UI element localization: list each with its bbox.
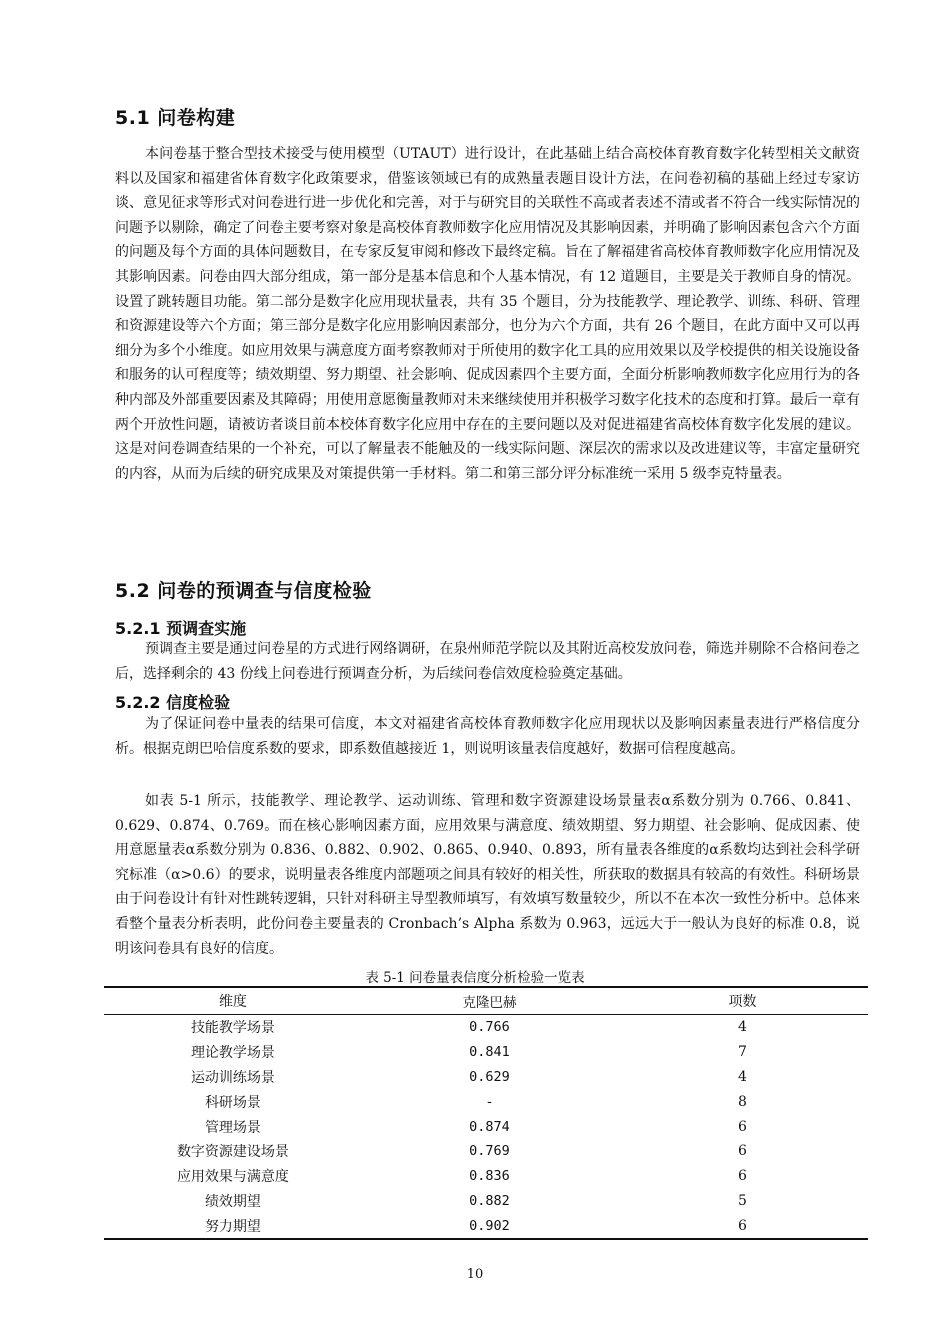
reliability-table — [104, 986, 868, 1240]
cell-alpha: 0.769 — [469, 1143, 510, 1160]
cell-items: 7 — [738, 1044, 747, 1061]
cell-dimension: 技能教学场景 — [190, 1020, 275, 1037]
cell-alpha: 0.902 — [362, 1213, 617, 1239]
cell-alpha: 0.841 — [469, 1044, 510, 1061]
cell-items: 8 — [738, 1093, 747, 1110]
section-5-1-heading: 5.1 问卷构建 — [115, 107, 236, 129]
table-row — [104, 1213, 868, 1239]
section-5-2-1-paragraph: 预调查主要是通过问卷星的方式进行网络调研，在泉州师范学院以及其附近高校发放问卷，筛选并剔除不合格问卷之后，选择剩余的 43 份线上问卷进行预调查分析，为后续问卷信效度检验奠定基础。 — [115, 641, 860, 682]
table-row — [104, 1065, 868, 1090]
table-row — [104, 1139, 868, 1164]
cell-dimension: 数字资源建设场景 — [176, 1144, 289, 1161]
table-row — [104, 1089, 868, 1114]
cell-alpha: 0.874 — [469, 1118, 510, 1135]
cell-dimension: 努力期望 — [104, 1213, 362, 1239]
cell-dimension: 理论教学场景 — [190, 1045, 275, 1062]
cell-items: 4 — [738, 1019, 747, 1036]
cell-items: 6 — [617, 1213, 868, 1239]
cell-alpha: 0.766 — [469, 1019, 510, 1036]
cell-alpha: 0.836 — [469, 1168, 510, 1185]
table-row — [104, 1015, 868, 1040]
cell-dimension: 应用效果与满意度 — [176, 1169, 289, 1186]
table-caption: 表 5-1 问卷量表信度分析检验一览表 — [365, 970, 585, 986]
cell-alpha: - — [485, 1093, 494, 1110]
header-item-count: 项数 — [617, 987, 868, 1015]
cell-items: 6 — [738, 1168, 747, 1185]
table-row — [104, 1189, 868, 1214]
table-row — [104, 1164, 868, 1189]
section-5-2-1-heading: 5.2.1 预调查实施 — [115, 619, 247, 638]
section-5-2-2-heading: 5.2.2 信度检验 — [115, 693, 231, 712]
cell-alpha: 0.882 — [469, 1192, 510, 1209]
cell-dimension: 运动训练场景 — [190, 1069, 275, 1086]
section-5-2-2-paragraph-1: 为了保证问卷中量表的结果可信度，本文对福建省高校体育教师数字化应用现状以及影响因素量表进行严格信度分析。根据克朗巴哈信度系数的要求，即系数值越接近 1，则说明该量表信度越好，数据可信程度越高。 — [115, 716, 860, 757]
cell-items: 6 — [738, 1118, 747, 1135]
cell-items: 4 — [738, 1068, 747, 1085]
table-row — [104, 1040, 868, 1065]
cell-dimension: 绩效期望 — [204, 1193, 261, 1210]
cell-items: 5 — [738, 1192, 747, 1209]
section-5-1-paragraph: 本问卷基于整合型技术接受与使用模型（UTAUT）进行设计，在此基础上结合高校体育教育数字化转型相关文献资料以及国家和福建省体育数字化政策要求，借鉴该领域已有的成熟量表题目设计方法，在问卷初稿的基础上经过专家访谈、意见征求等形式对问卷进行进一步优化和完善，对于与研究目的关联性不高或者表述不清或者不符合一线实际情况的问题予以剔除，确定了问卷主要考察对象是高校体育教师数字化应用情况及其影响因素，并明确了影响因素包含六个方面的问题及每个方面的具体问题数目，在专家反复审阅和修改下最终定稿。旨在了解福建省高校体育教师数字化应用情况及其影响因素。问卷由四大部分组成，第一部分是基本信息和个人基本情况，有 12 道题目，主要是关于教师自身的情况。设置了跳转题目功能。第二部分是数字化应用现状量表，共有 35 个题目，分为技能教学、理论教学、训练、科研、管理和资源建设等六个方面；第三部分是数字化应用影响因素部分，也分为六个方面，共有 26 个题目，在此方面中又可以再细分为多个小维度。如应用效果与满意度方面考察教师对于所使用的数字化工具的应用效果以及学校提供的相关设施设备和服务的认可程度等；绩效期望、努力期望、社会影响、促成因素四个主要方面，全面分析影响教师数字化应用行为的各种内部及外部重要因素及其障碍；用使用意愿衡量教师对未来继续使用并积极学习数字化技术的态度和打算。最后一章有两个开放性问题，请被访者谈目前本校体育数字化应用中存在的主要问题以及对促进福建省高校体育数字化发展的建议。这是对问卷调查结果的一个补充，可以了解量表不能触及的一线实际问题、深层次的需求以及改进建议等，丰富定量研究的内容，从而为后续的研究成果及对策提供第一手材料。第二和第三部分评分标准统一采用 5 级李克特量表。 — [115, 146, 860, 482]
table-header-row — [104, 987, 868, 1015]
cell-items: 6 — [738, 1143, 747, 1160]
section-5-2-2-paragraph-2: 如表 5-1 所示，技能教学、理论教学、运动训练、管理和数字资源建设场景量表α系数分别为 0.766、0.841、0.629、0.874、0.769。而在核心影响因素方面，应用效果与满意度、绩效期望、努力期望、社会影响、促成因素、使用意愿量表α系数分别为 0.836、0.882、0.902、0.865、0.940、0.893，所有量表各维度的α系数均达到社会科学研究标准（α>0.6）的要求，说明量表各维度内部题项之间具有较好的相关性，所获取的数据具有较高的有效性。科研场景由于问卷设计有针对性跳转逻辑，只针对科研主导型教师填写，有效填写数量较少，所以不在本次一致性分析中。总体来看整个量表分析表明，此份问卷主要量表的 Cronbach’s Alpha 系数为 0.963，远远大于一般认为良好的标准 0.8，说明该问卷具有良好的信度。 — [115, 793, 860, 957]
header-dimension: 维度 — [104, 987, 362, 1015]
header-cronbach: 克隆巴赫 — [362, 987, 617, 1015]
section-5-2-heading: 5.2 问卷的预调查与信度检验 — [115, 580, 372, 602]
table-row — [104, 1114, 868, 1139]
page-number: 10 — [466, 1267, 484, 1282]
cell-dimension: 科研场景 — [204, 1094, 261, 1111]
cell-dimension: 管理场景 — [204, 1119, 261, 1136]
cell-alpha: 0.629 — [469, 1068, 510, 1085]
